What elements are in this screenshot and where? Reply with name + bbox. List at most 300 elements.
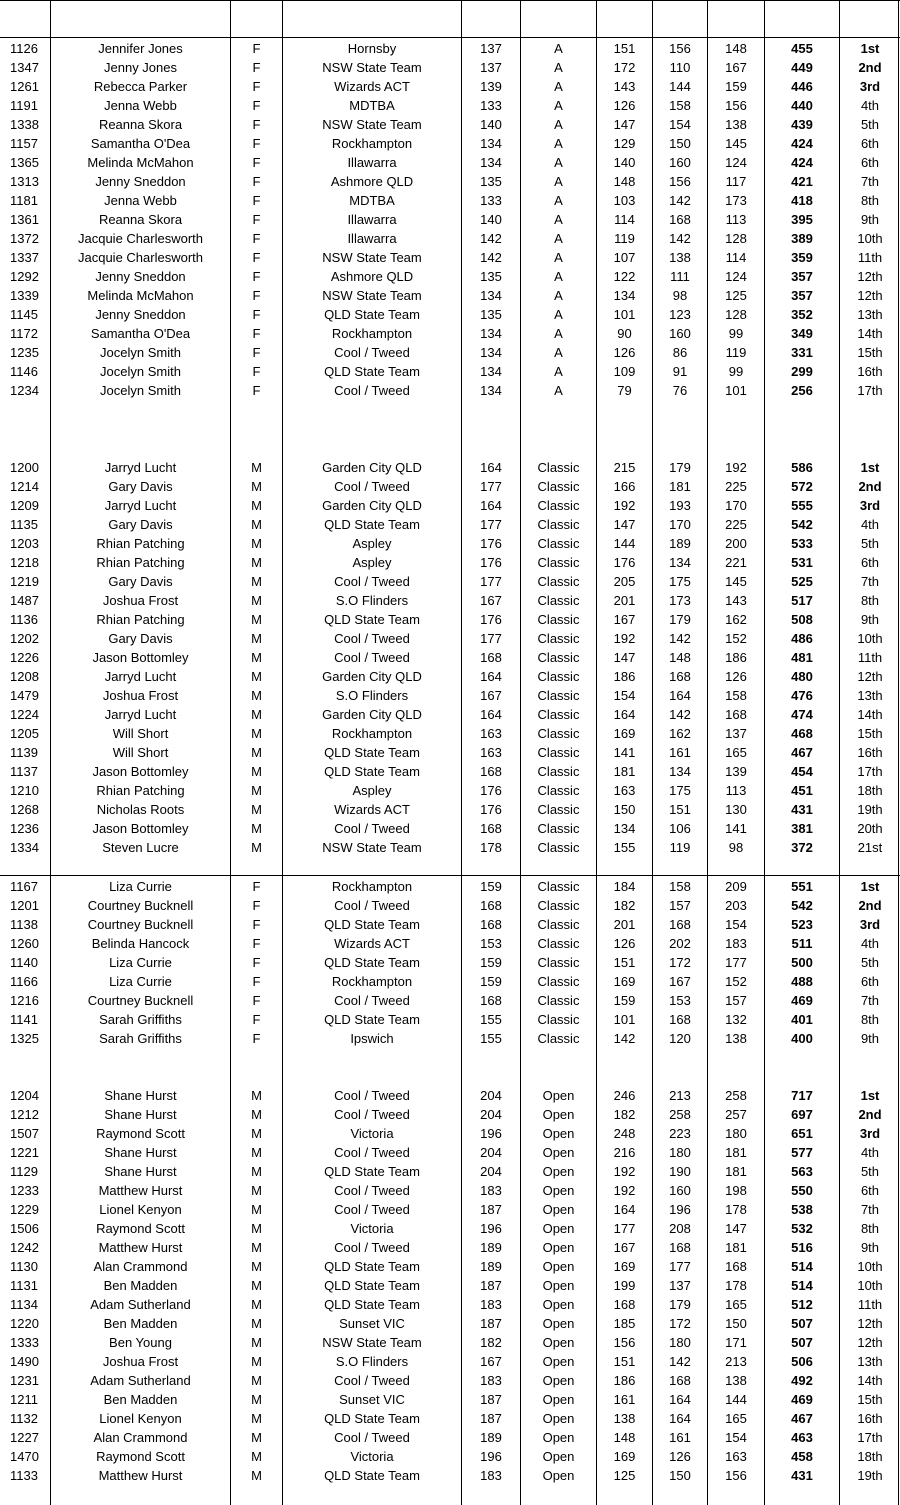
total-score: 467 [791, 745, 813, 760]
game-3-score: 130 [725, 802, 747, 817]
game-3-score: 213 [725, 1354, 747, 1369]
gender: F [252, 345, 261, 360]
game-1-score: 168 [613, 1297, 636, 1312]
table-row [0, 1333, 900, 1352]
table-row [0, 991, 900, 1010]
gender: M [251, 593, 262, 608]
game-2-score: 179 [669, 460, 691, 475]
game-2-score: 181 [669, 479, 691, 494]
gender: F [252, 174, 261, 189]
table-row [0, 972, 900, 991]
total-score: 449 [791, 60, 813, 75]
table-row [0, 115, 900, 134]
division: A [554, 117, 563, 132]
bowler-name: Ben Young [109, 1335, 172, 1350]
game-3-score: 98 [728, 840, 744, 855]
club: S.O Flinders [335, 593, 409, 608]
bowler-name: Jenny Jones [104, 60, 177, 75]
average: 183 [480, 1183, 502, 1198]
placing: 10th [857, 1259, 883, 1274]
club: QLD State Team [324, 1012, 420, 1027]
gender: F [252, 269, 261, 284]
table-row [0, 305, 900, 324]
division: A [554, 364, 563, 379]
bowler-id: 1202 [10, 631, 39, 646]
gender: M [251, 821, 262, 836]
table-row [0, 1409, 900, 1428]
total-score: 454 [791, 764, 813, 779]
club: Cool / Tweed [334, 1430, 410, 1445]
total-score: 424 [791, 136, 813, 151]
gender: M [251, 1145, 262, 1160]
division: Classic [537, 955, 580, 970]
game-3-score: 178 [725, 1278, 747, 1293]
gender: M [251, 460, 262, 475]
total-score: 418 [791, 193, 813, 208]
division: A [554, 250, 563, 265]
placing: 4th [860, 98, 880, 113]
game-2-score: 76 [672, 383, 688, 398]
club: Victoria [350, 1221, 394, 1236]
average: 187 [480, 1316, 502, 1331]
game-1-score: 185 [613, 1316, 636, 1331]
average: 164 [480, 460, 502, 475]
gender: F [252, 955, 261, 970]
placing: 17th [857, 383, 883, 398]
club: QLD State Team [324, 917, 420, 932]
gender: F [252, 136, 261, 151]
game-3-score: 167 [725, 60, 747, 75]
placing: 2nd [858, 479, 882, 494]
club: NSW State Team [322, 288, 422, 303]
gender: M [251, 1202, 262, 1217]
bowler-name: Jason Bottomley [92, 650, 189, 665]
total-score: 717 [791, 1088, 813, 1103]
game-1-score: 90 [617, 326, 632, 341]
average: 168 [480, 917, 502, 932]
placing: 3rd [859, 917, 881, 932]
table-row [0, 1200, 900, 1219]
average: 155 [480, 1031, 502, 1046]
division: Open [542, 1183, 575, 1198]
gender: M [251, 707, 262, 722]
placing: 8th [860, 1012, 880, 1027]
average: 135 [480, 174, 502, 189]
bowler-id: 1235 [10, 345, 39, 360]
table-row [0, 153, 900, 172]
division: Open [542, 1297, 575, 1312]
bowler-id: 1361 [10, 212, 39, 227]
placing: 8th [860, 193, 880, 208]
bowler-name: Nicholas Roots [96, 802, 185, 817]
game-3-score: 198 [725, 1183, 747, 1198]
bowler-id: 1216 [10, 993, 39, 1008]
game-3-score: 225 [725, 517, 747, 532]
game-3-score: 165 [725, 745, 747, 760]
club: Garden City QLD [322, 707, 422, 722]
game-2-score: 172 [669, 955, 691, 970]
game-1-score: 215 [613, 460, 636, 475]
bowler-name: Shane Hurst [104, 1164, 177, 1179]
game-2-score: 168 [669, 917, 691, 932]
bowler-id: 1203 [10, 536, 39, 551]
average: 134 [480, 288, 502, 303]
bowler-id: 1137 [10, 764, 38, 779]
total-score: 486 [791, 631, 813, 646]
header-bottom-border [0, 37, 900, 38]
division: Classic [537, 1031, 580, 1046]
average: 142 [480, 250, 502, 265]
total-score: 424 [791, 155, 813, 170]
table-row [0, 286, 900, 305]
average: 167 [480, 593, 502, 608]
table-row [0, 1314, 900, 1333]
game-1-score: 192 [613, 498, 636, 513]
bowler-name: Jarryd Lucht [104, 707, 177, 722]
gender: M [251, 1259, 262, 1274]
game-2-score: 168 [669, 1012, 691, 1027]
game-2-score: 164 [669, 1411, 691, 1426]
division: Open [542, 1107, 575, 1122]
division: Classic [537, 783, 580, 798]
bowler-name: Jennifer Jones [98, 41, 183, 56]
table-row [0, 267, 900, 286]
table-row [0, 1010, 900, 1029]
game-3-score: 152 [725, 631, 747, 646]
division: Classic [537, 593, 580, 608]
division: Open [542, 1468, 575, 1483]
game-3-score: 158 [725, 688, 747, 703]
bowler-id: 1191 [10, 98, 38, 113]
game-3-score: 180 [725, 1126, 747, 1141]
club: Cool / Tweed [334, 821, 410, 836]
game-1-score: 246 [613, 1088, 636, 1103]
club: Cool / Tweed [334, 1088, 410, 1103]
game-3-score: 145 [725, 574, 747, 589]
table-row [0, 1257, 900, 1276]
game-3-score: 181 [725, 1145, 747, 1160]
gender: M [251, 574, 262, 589]
game-1-score: 79 [617, 383, 632, 398]
placing: 2nd [858, 898, 882, 913]
bowler-id: 1227 [10, 1430, 39, 1445]
bowler-id: 1221 [10, 1145, 39, 1160]
table-row [0, 1105, 900, 1124]
bowler-name: Jocelyn Smith [100, 345, 181, 360]
division: Classic [537, 669, 580, 684]
game-2-score: 196 [669, 1202, 691, 1217]
game-1-score: 169 [613, 1259, 636, 1274]
game-3-score: 138 [725, 1031, 747, 1046]
average: 183 [480, 1373, 502, 1388]
gender: F [252, 936, 261, 951]
division: A [554, 231, 563, 246]
average: 182 [480, 1335, 502, 1350]
game-2-score: 175 [669, 574, 691, 589]
table-row [0, 191, 900, 210]
game-2-score: 134 [669, 555, 691, 570]
gender: F [252, 155, 261, 170]
table-row [0, 686, 900, 705]
total-score: 467 [791, 1411, 813, 1426]
club: Wizards ACT [334, 936, 410, 951]
game-2-score: 126 [669, 1449, 691, 1464]
division: Open [542, 1202, 575, 1217]
game-3-score: 209 [725, 879, 747, 894]
game-2-score: 164 [669, 688, 691, 703]
average: 134 [480, 326, 502, 341]
bowler-name: Jason Bottomley [92, 764, 189, 779]
placing: 12th [857, 288, 883, 303]
division: Open [542, 1449, 575, 1464]
placing: 4th [860, 936, 880, 951]
table-row [0, 458, 900, 477]
table-row [0, 362, 900, 381]
game-1-score: 192 [613, 631, 636, 646]
game-1-score: 163 [613, 783, 636, 798]
division: A [554, 41, 563, 56]
gender: M [251, 802, 262, 817]
game-2-score: 86 [672, 345, 688, 360]
division: A [554, 212, 563, 227]
game-3-score: 150 [725, 1316, 747, 1331]
placing: 1st [860, 460, 880, 475]
bowler-name: Jenna Webb [104, 98, 177, 113]
game-1-score: 205 [613, 574, 636, 589]
bowler-name: Shane Hurst [104, 1145, 177, 1160]
bowler-id: 1138 [10, 917, 38, 932]
game-2-score: 168 [669, 212, 691, 227]
gender: M [251, 1164, 262, 1179]
game-2-score: 138 [669, 250, 691, 265]
club: QLD State Team [324, 764, 420, 779]
game-1-score: 148 [613, 1430, 636, 1445]
average: 134 [480, 155, 502, 170]
bowler-name: Jenny Sneddon [95, 174, 186, 189]
game-1-score: 119 [614, 231, 635, 246]
bowler-id: 1131 [10, 1278, 38, 1293]
bowler-name: Adam Sutherland [90, 1373, 191, 1388]
game-2-score: 167 [669, 974, 691, 989]
average: 155 [480, 1012, 502, 1027]
placing: 7th [860, 993, 880, 1008]
gender: F [252, 1012, 261, 1027]
placing: 10th [857, 1278, 883, 1293]
gender: F [252, 917, 261, 932]
bowler-name: Melinda McMahon [87, 155, 194, 170]
club: QLD State Team [324, 1259, 420, 1274]
placing: 9th [860, 1240, 880, 1255]
gender: M [251, 1107, 262, 1122]
gender: M [251, 1430, 262, 1445]
total-score: 474 [791, 707, 813, 722]
total-score: 531 [791, 555, 813, 570]
bowler-id: 1325 [10, 1031, 39, 1046]
game-3-score: 114 [725, 250, 747, 265]
table-row [0, 1029, 900, 1048]
game-3-score: 138 [725, 117, 747, 132]
game-1-score: 164 [613, 1202, 636, 1217]
placing: 11th [857, 650, 883, 665]
total-score: 506 [791, 1354, 813, 1369]
club: Cool / Tweed [334, 383, 410, 398]
game-1-score: 166 [613, 479, 636, 494]
game-1-score: 216 [613, 1145, 636, 1160]
game-2-score: 168 [669, 1373, 691, 1388]
game-1-score: 134 [613, 288, 636, 303]
placing: 14th [857, 707, 883, 722]
placing: 19th [857, 1468, 883, 1483]
bowler-name: Gary Davis [108, 574, 173, 589]
bowler-id: 1372 [10, 231, 39, 246]
club: Ashmore QLD [330, 269, 414, 284]
game-2-score: 179 [669, 1297, 691, 1312]
division: Classic [537, 612, 580, 627]
total-score: 431 [791, 802, 813, 817]
average: 164 [480, 707, 502, 722]
placing: 2nd [858, 1107, 882, 1122]
game-1-score: 186 [613, 669, 636, 684]
club: Rockhampton [331, 974, 413, 989]
average: 196 [480, 1126, 502, 1141]
average: 133 [480, 98, 502, 113]
table-row [0, 800, 900, 819]
game-2-score: 91 [672, 364, 688, 379]
gender: M [251, 1240, 262, 1255]
gender: M [251, 479, 262, 494]
game-3-score: 99 [728, 364, 744, 379]
game-2-score: 161 [669, 745, 691, 760]
placing: 10th [857, 231, 883, 246]
club: Aspley [352, 536, 392, 551]
game-1-score: 156 [613, 1335, 636, 1350]
club: Cool / Tweed [334, 574, 410, 589]
club: Rockhampton [331, 879, 413, 894]
table-row [0, 781, 900, 800]
bowler-name: Belinda Hancock [91, 936, 190, 951]
total-score: 381 [791, 821, 813, 836]
average: 177 [480, 631, 502, 646]
total-score: 508 [791, 612, 813, 627]
game-2-score: 142 [669, 231, 691, 246]
bowler-id: 1470 [10, 1449, 39, 1464]
gender: M [251, 1126, 262, 1141]
bowler-name: Raymond Scott [96, 1449, 185, 1464]
table-row [0, 648, 900, 667]
bowler-id: 1201 [10, 898, 39, 913]
average: 135 [480, 307, 502, 322]
division: Classic [537, 764, 580, 779]
table-row [0, 248, 900, 267]
bowler-id: 1506 [10, 1221, 39, 1236]
game-1-score: 164 [613, 707, 636, 722]
game-2-score: 142 [669, 1354, 691, 1369]
game-1-score: 169 [613, 974, 636, 989]
bowler-name: Sarah Griffiths [99, 1012, 182, 1027]
club: Cool / Tweed [334, 1202, 410, 1217]
bowler-id: 1135 [10, 517, 38, 532]
bowler-name: Samantha O'Dea [90, 326, 191, 341]
placing: 16th [857, 1411, 883, 1426]
table-row [0, 1447, 900, 1466]
division: A [554, 288, 563, 303]
placing: 5th [860, 117, 880, 132]
average: 159 [480, 974, 502, 989]
game-3-score: 183 [725, 936, 747, 951]
club: Rockhampton [331, 136, 413, 151]
gender: F [252, 79, 261, 94]
gender: F [252, 898, 261, 913]
table-row [0, 1143, 900, 1162]
placing: 16th [857, 364, 883, 379]
gender: F [252, 250, 261, 265]
division: Open [542, 1164, 575, 1179]
club: Cool / Tweed [334, 345, 410, 360]
placing: 4th [860, 517, 880, 532]
total-score: 349 [791, 326, 813, 341]
table-row [0, 1276, 900, 1295]
division: Classic [537, 460, 580, 475]
club: Sunset VIC [339, 1392, 405, 1407]
division: Open [542, 1126, 575, 1141]
club: MDTBA [349, 193, 395, 208]
gender: M [251, 840, 262, 855]
division: Classic [537, 688, 580, 703]
placing: 6th [860, 155, 880, 170]
bowler-id: 1487 [10, 593, 39, 608]
average: 189 [480, 1240, 502, 1255]
placing: 13th [857, 1354, 883, 1369]
gender: M [251, 1373, 262, 1388]
placing: 11th [857, 1297, 883, 1312]
division: Classic [537, 917, 580, 932]
bowler-id: 1365 [10, 155, 39, 170]
bowler-name: Joshua Frost [102, 1354, 179, 1369]
average: 135 [480, 269, 502, 284]
club: Aspley [352, 555, 392, 570]
game-1-score: 192 [613, 1164, 636, 1179]
division: Classic [537, 745, 580, 760]
game-3-score: 117 [725, 174, 747, 189]
gender: M [251, 1411, 262, 1426]
bowler-name: Shane Hurst [104, 1088, 177, 1103]
bowler-id: 1126 [10, 41, 38, 56]
gender: F [252, 383, 261, 398]
table-row [0, 762, 900, 781]
gender: M [251, 1468, 262, 1483]
table-row [0, 1295, 900, 1314]
average: 164 [480, 498, 502, 513]
division: Open [542, 1430, 575, 1445]
game-1-score: 151 [613, 41, 636, 56]
club: QLD State Team [324, 307, 420, 322]
game-2-score: 153 [669, 993, 691, 1008]
average: 189 [480, 1259, 502, 1274]
division: Classic [537, 898, 580, 913]
game-2-score: 193 [669, 498, 691, 513]
game-2-score: 223 [669, 1126, 691, 1141]
game-3-score: 132 [725, 1012, 747, 1027]
game-3-score: 171 [725, 1335, 747, 1350]
division: A [554, 174, 563, 189]
bowler-id: 1337 [10, 250, 39, 265]
club: Cool / Tweed [334, 1240, 410, 1255]
game-2-score: 179 [669, 612, 691, 627]
average: 134 [480, 364, 502, 379]
average: 134 [480, 345, 502, 360]
placing: 18th [857, 783, 883, 798]
bowler-name: Courtney Bucknell [87, 917, 194, 932]
